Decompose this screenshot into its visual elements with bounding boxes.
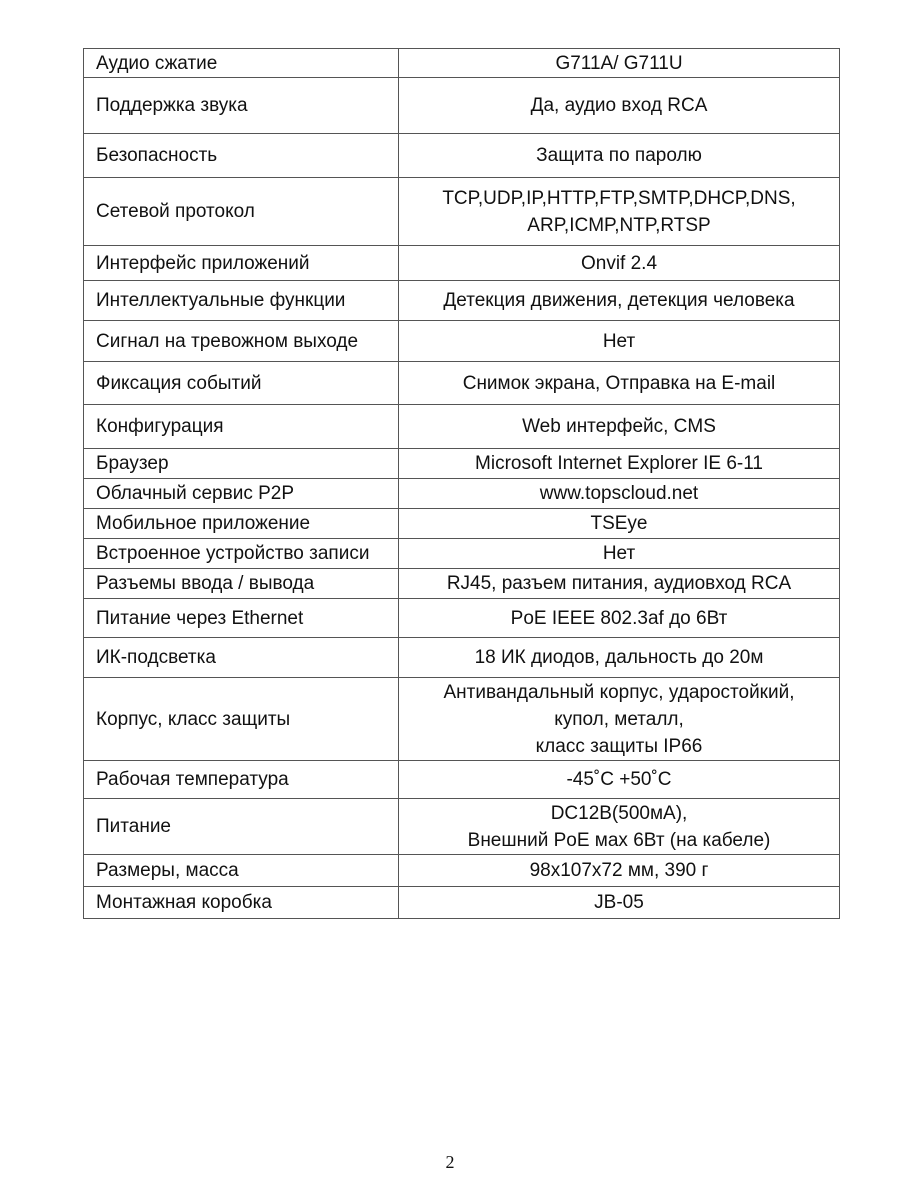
spec-value-line: Onvif 2.4 [580,252,658,274]
spec-value-line: PoE IEEE 802.3af до 6Вт [510,607,728,629]
spec-value-line: RJ45, разъем питания, аудиовход RCA [446,573,792,594]
spec-value-line: 98x107x72 мм, 390 г [529,860,709,881]
spec-row [84,281,840,321]
spec-value-line: G711A/ G711U [555,52,683,74]
spec-value [399,509,840,539]
specifications-table-body [84,49,840,919]
spec-value [399,479,840,509]
spec-value-line: купол, металл, [554,708,684,730]
spec-parameter: Интеллектуальные функции [84,281,399,321]
spec-value-line: DC12В(500мА), [550,802,688,824]
spec-value [399,678,840,761]
spec-parameter: Сетевой протокол [84,178,399,246]
spec-parameter: Фиксация событий [84,362,399,405]
spec-parameter: Корпус, класс защиты [84,678,399,761]
spec-row [84,678,840,761]
spec-row [84,78,840,134]
spec-parameter: Монтажная коробка [84,887,399,919]
spec-row [84,855,840,887]
spec-row [84,405,840,449]
spec-value [399,321,840,362]
spec-value [399,449,840,479]
spec-row [84,761,840,799]
spec-row [84,321,840,362]
spec-parameter: Конфигурация [84,405,399,449]
spec-value-line: -45˚С +50˚С [566,769,672,790]
spec-row [84,178,840,246]
spec-value [399,246,840,281]
spec-value-line: Нет [602,543,636,564]
spec-value-line: класс защиты IP66 [535,735,703,757]
spec-row [84,539,840,569]
spec-parameter: Мобильное приложение [84,509,399,539]
spec-value-line: JB-05 [594,892,644,913]
spec-value [399,405,840,449]
spec-parameter: Размеры, масса [84,855,399,887]
spec-value-line: Microsoft Internet Explorer IE 6-11 [475,453,763,474]
page-number: 2 [445,1152,455,1172]
spec-value-line: www.topscloud.net [539,483,699,504]
spec-row [84,799,840,855]
spec-row [84,599,840,638]
spec-value-line: Снимок экрана, Отправка на E-mail [462,372,776,394]
spec-parameter: Питание [84,799,399,855]
spec-parameter: Безопасность [84,134,399,178]
spec-parameter: Интерфейс приложений [84,246,399,281]
spec-parameter: Браузер [84,449,399,479]
spec-value [399,362,840,405]
spec-value [399,178,840,246]
spec-parameter: Аудио сжатие [84,49,399,78]
spec-value [399,539,840,569]
spec-value-line: Нет [602,330,636,352]
spec-value-line: 18 ИК диодов, дальность до 20м [474,647,764,668]
spec-row [84,49,840,78]
spec-value [399,887,840,919]
spec-parameter: Облачный сервис P2P [84,479,399,509]
spec-value [399,761,840,799]
spec-row [84,134,840,178]
spec-value [399,78,840,134]
spec-row [84,569,840,599]
spec-value [399,281,840,321]
spec-value-line: Внешний PoE мах 6Вт (на кабеле) [467,829,771,851]
spec-value [399,599,840,638]
spec-value-line: Web интерфейс, CMS [522,416,716,437]
spec-row [84,246,840,281]
spec-value-line: TCP,UDP,IP,HTTP,FTP,SMTP,DHCP,DNS, [442,187,796,209]
spec-parameter: Поддержка звука [84,78,399,134]
spec-value-line: Защита по паролю [536,145,702,166]
spec-parameter: Сигнал на тревожном выходе [84,321,399,362]
spec-value-line: Да, аудио вход RCA [530,95,708,116]
spec-row [84,479,840,509]
spec-value [399,134,840,178]
spec-row [84,362,840,405]
spec-value [399,638,840,678]
spec-value-line: Антивандальный корпус, ударостойкий, [443,681,795,703]
spec-value [399,569,840,599]
spec-value-line: TSEye [590,513,648,534]
spec-row [84,509,840,539]
spec-parameter: Встроенное устройство записи [84,539,399,569]
spec-row [84,638,840,678]
spec-row [84,449,840,479]
spec-parameter: ИК-подсветка [84,638,399,678]
spec-value-line: ARP,ICMP,NTP,RTSP [527,214,711,236]
spec-parameter: Рабочая температура [84,761,399,799]
spec-value-line: Детекция движения, детекция человека [443,290,795,311]
spec-value [399,49,840,78]
spec-row [84,887,840,919]
specifications-table [83,48,840,919]
spec-parameter: Питание через Ethernet [84,599,399,638]
spec-parameter: Разъемы ввода / вывода [84,569,399,599]
spec-value [399,799,840,855]
spec-value [399,855,840,887]
